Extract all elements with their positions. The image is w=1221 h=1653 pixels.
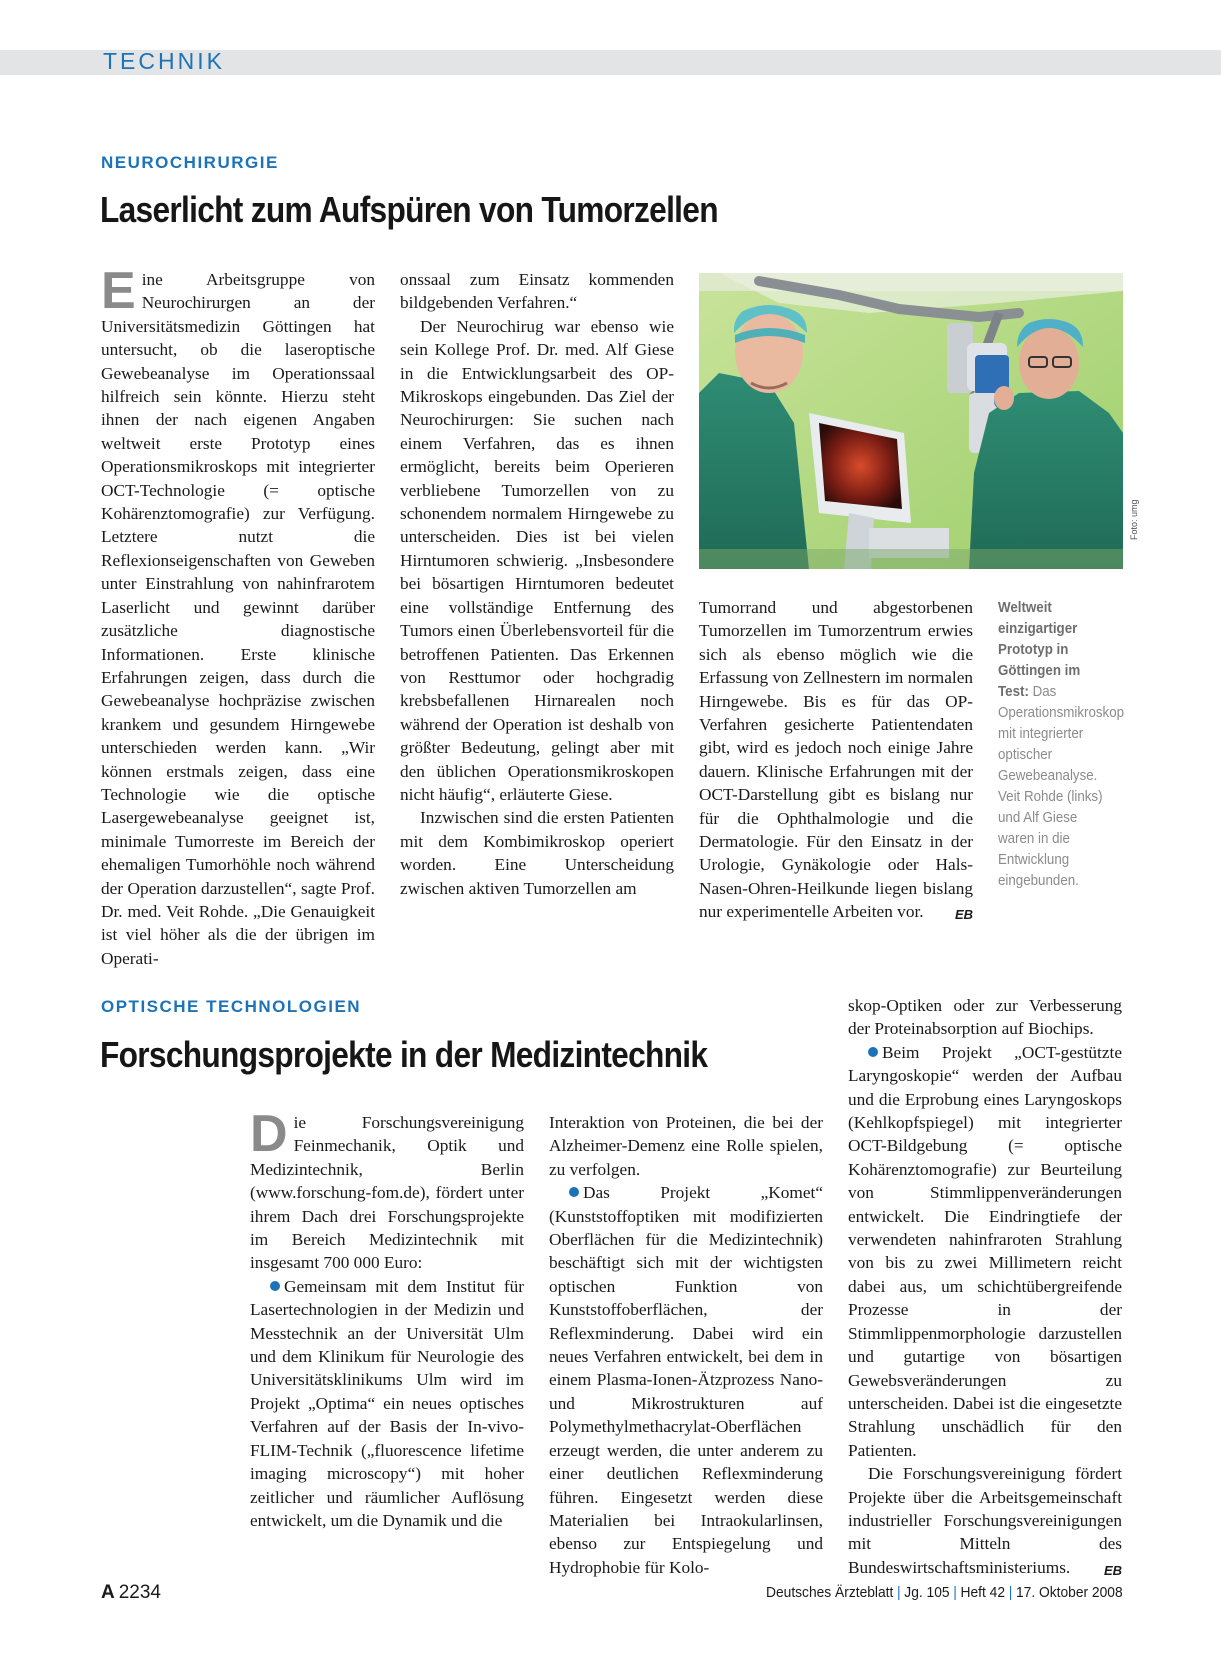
paragraph: Die Forschungsvereinigung fördert Projekte über die Arbeitsgemeinschaft industrieller Forschungsvereinigungen mit Mitteln des Bundeswirtschaftsministeriums. [848, 1464, 1122, 1577]
article1-kicker: NEUROCHIRURGIE [101, 153, 279, 172]
caption-body: Das Operationsmikroskop mit integrierter optischer Gewebeanalyse. Veit Rohde (links) und Alf Giese waren in die Entwicklung eingebunden. [998, 684, 1125, 889]
article1-column-2 [400, 268, 674, 900]
paragraph: ine Arbeitsgruppe von Neurochirurgen an der Universitätsmedizin Göttingen hat untersucht, ob die laseroptische Gewebeanalyse im Operationssaal hilfreich sein könnte. Hierzu steht ihnen der nach eigenen Angaben weltweit erste Prototyp eines Operationsmikroskops mit integrierter OCT-Technologie (= optische Kohärenztomografie) zur Verfügung. Letztere nutzt die Reflexionseigenschaften von Geweben unter Einstrahlung von nahinfrarotem Laserlicht und gewinnt darüber zusätzliche diagnostische Informationen. Erste klinische Erfahrungen zeigen, dass durch die Gewebeanalyse hochpräzise zwischen krankem und gesundem Hirngewebe unterschieden werden kann. „Wir können erstmals zeigen, dass eine Technologie wie die optische Lasergewebeanalyse geeignet ist, minimale Tumorreste im Bereich der ehemaligen Tumorhöhle noch während der Operation darzustellen“, sagte Prof. Dr. med. Veit Rohde. „Die Genauigkeit ist viel höher als die der übrigen im Operati- [101, 270, 375, 968]
page-number-value: 2234 [118, 1582, 162, 1603]
publication-info [766, 1584, 1123, 1601]
journal-name: Deutsches Ärzteblatt [766, 1584, 894, 1601]
paragraph: Beim Projekt „OCT-gestützte Laryngoskopie“ werden der Aufbau und die Erprobung eines Laryngoskops (Kehlkopfspiegel) mit integrierter OCT-Bildgebung (= optische Kohärenztomografie) zur Beurteilung von Stimmlippenveränderungen entwickelt. Die Eindringtiefe der verwendeten nahinfraroten Strahlung von bis zu zwei Millimetern reicht dabei aus, um schichtübergreifende Prozesse in der Stimmlippenmorphologie darzustellen und gutartige von bösartigen Gewebsveränderungen zu unterscheiden. Dabei ist die eingesetzte Strahlung unschädlich für den Patienten. [848, 1042, 1122, 1460]
paragraph: Gemeinsam mit dem Institut für Lasertechnologien in der Medizin und Messtechnik an der Universität Ulm und dem Klinikum für Neurologie des Universitätsklinikums Ulm wird im Projekt „Optima“ ein neues optisches Verfahren auf der Basis der In-vivo-FLIM-Technik („fluorescence lifetime imaging microscopy“) mit hoher zeitlicher und räumlicher Auflösung entwickelt, um die Dynamik und die [250, 1276, 524, 1530]
article2-column-1 [250, 1105, 524, 1532]
volume: Jg. 105 [904, 1584, 950, 1601]
page-prefix: A [101, 1582, 115, 1603]
article1-title: Laserlicht zum Aufspüren von Tumorzellen [100, 189, 718, 230]
page-number [101, 1582, 161, 1604]
author-signature: EB [1103, 1562, 1122, 1578]
caption-title: Weltweit einzigartiger Prototyp in Göttingen im Test: [998, 600, 1081, 700]
author-signature: EB [954, 907, 973, 923]
photo-credit: Foto: umg [1129, 499, 1139, 540]
bullet-icon [868, 1047, 878, 1057]
section-label: TECHNIK [103, 48, 225, 74]
issue: Heft 42 [960, 1584, 1006, 1601]
photo-caption [998, 598, 1125, 892]
article2-column-2 [549, 1111, 823, 1579]
bullet-icon [270, 1281, 280, 1291]
paragraph: Das Projekt „Komet“ (Kunststoffoptiken mit modifizierten Oberflächen für die Medizintechnik) beschäftigt sich mit der wichtigsten optischen Funktion von Kunststoffoberflächen, der Reflexminderung. Dabei wird ein neues Verfahren entwickelt, bei dem in einem Plasma-Ionen-Ätzprozess Nano- und Mikrostrukturen auf Polymethylmethacrylat-Oberflächen erzeugt werden, die unter anderem zu einer deutlichen Reflexminderung führen. Eingesetzt werden diese Materialien bei Intraokularlinsen, ebenso zur Entspiegelung und Hydrophobie für Kolo- [549, 1183, 823, 1577]
article1-column-3 [699, 596, 973, 927]
article2-column-3 [848, 994, 1122, 1582]
article2-kicker: OPTISCHE TECHNOLOGIEN [101, 997, 362, 1016]
separator: | [1009, 1584, 1013, 1601]
photo-illustration [699, 273, 1123, 569]
separator: | [953, 1584, 958, 1601]
separator: | [897, 1584, 901, 1601]
article1-column-1 [101, 262, 375, 970]
dropcap: E [101, 262, 136, 320]
article2-title: Forschungsprojekte in der Medizintechnik [100, 1034, 708, 1075]
dropcap: D [250, 1105, 288, 1163]
paragraph: Inzwischen sind die ersten Patienten mit dem Kombimikroskop operiert worden. Eine Unterscheidung zwischen aktiven Tumorzellen am [400, 808, 674, 898]
bullet-icon [569, 1187, 579, 1197]
paragraph: Interaktion von Proteinen, die bei der Alzheimer-Demenz eine Rolle spielen, zu verfolgen. [549, 1113, 823, 1179]
article-photo [699, 273, 1123, 569]
paragraph: Tumorrand und abgestorbenen Tumorzellen im Tumorzentrum erwies sich als ebenso möglich wie die Erfassung von Zellnestern im normalen Hirngewebe. Bis es für das OP-Verfahren gesicherte Patientendaten gibt, wird es jedoch noch einige Jahre dauern. Klinische Erfahrungen mit der OCT-Darstellung gibt es bislang nur für die Ophthalmologie und die Dermatologie. Für den Einsatz in der Urologie, Gynäkologie oder Hals-Nasen-Ohren-Heilkunde liegen bislang nur experimentelle Arbeiten vor. [699, 598, 973, 922]
date: 17. Oktober 2008 [1016, 1584, 1123, 1601]
paragraph: onssaal zum Einsatz kommenden bildgebenden Verfahren.“ [400, 270, 674, 313]
paragraph: ie Forschungsvereinigung Feinmechanik, Optik und Medizintechnik, Berlin (www.forschung-fom.de), fördert unter ihrem Dach drei Forschungsprojekte im Bereich Medizintechnik mit insgesamt 700 000 Euro: [250, 1113, 524, 1273]
paragraph: skop-Optiken oder zur Verbesserung der Proteinabsorption auf Biochips. [848, 996, 1122, 1039]
paragraph: Der Neurochirug war ebenso wie sein Kollege Prof. Dr. med. Alf Giese in die Entwicklungsarbeit des OP-Mikroskops eingebunden. Das Ziel der Neurochirurgen: Sie suchen nach einem Verfahren, das es ihnen ermöglicht, bereits beim Operieren verbliebene Tumorzellen von zu schonendem normalem Hirngewebe zu unterscheiden. Dies ist bei vielen Hirntumoren schwierig. „Insbesondere bei bösartigen Hirntumoren bedeutet eine vollständige Entfernung des Tumors einen Überlebensvorteil für die betroffenen Patienten. Das Erkennen von Resttumor oder hochgradig krebsbefallenen Hirnarealen noch während der Operation ist deshalb von größter Bedeutung, gelingt aber mit den üblichen Operationsmikroskopen nicht häufig“, erläuterte Giese. [400, 316, 674, 804]
